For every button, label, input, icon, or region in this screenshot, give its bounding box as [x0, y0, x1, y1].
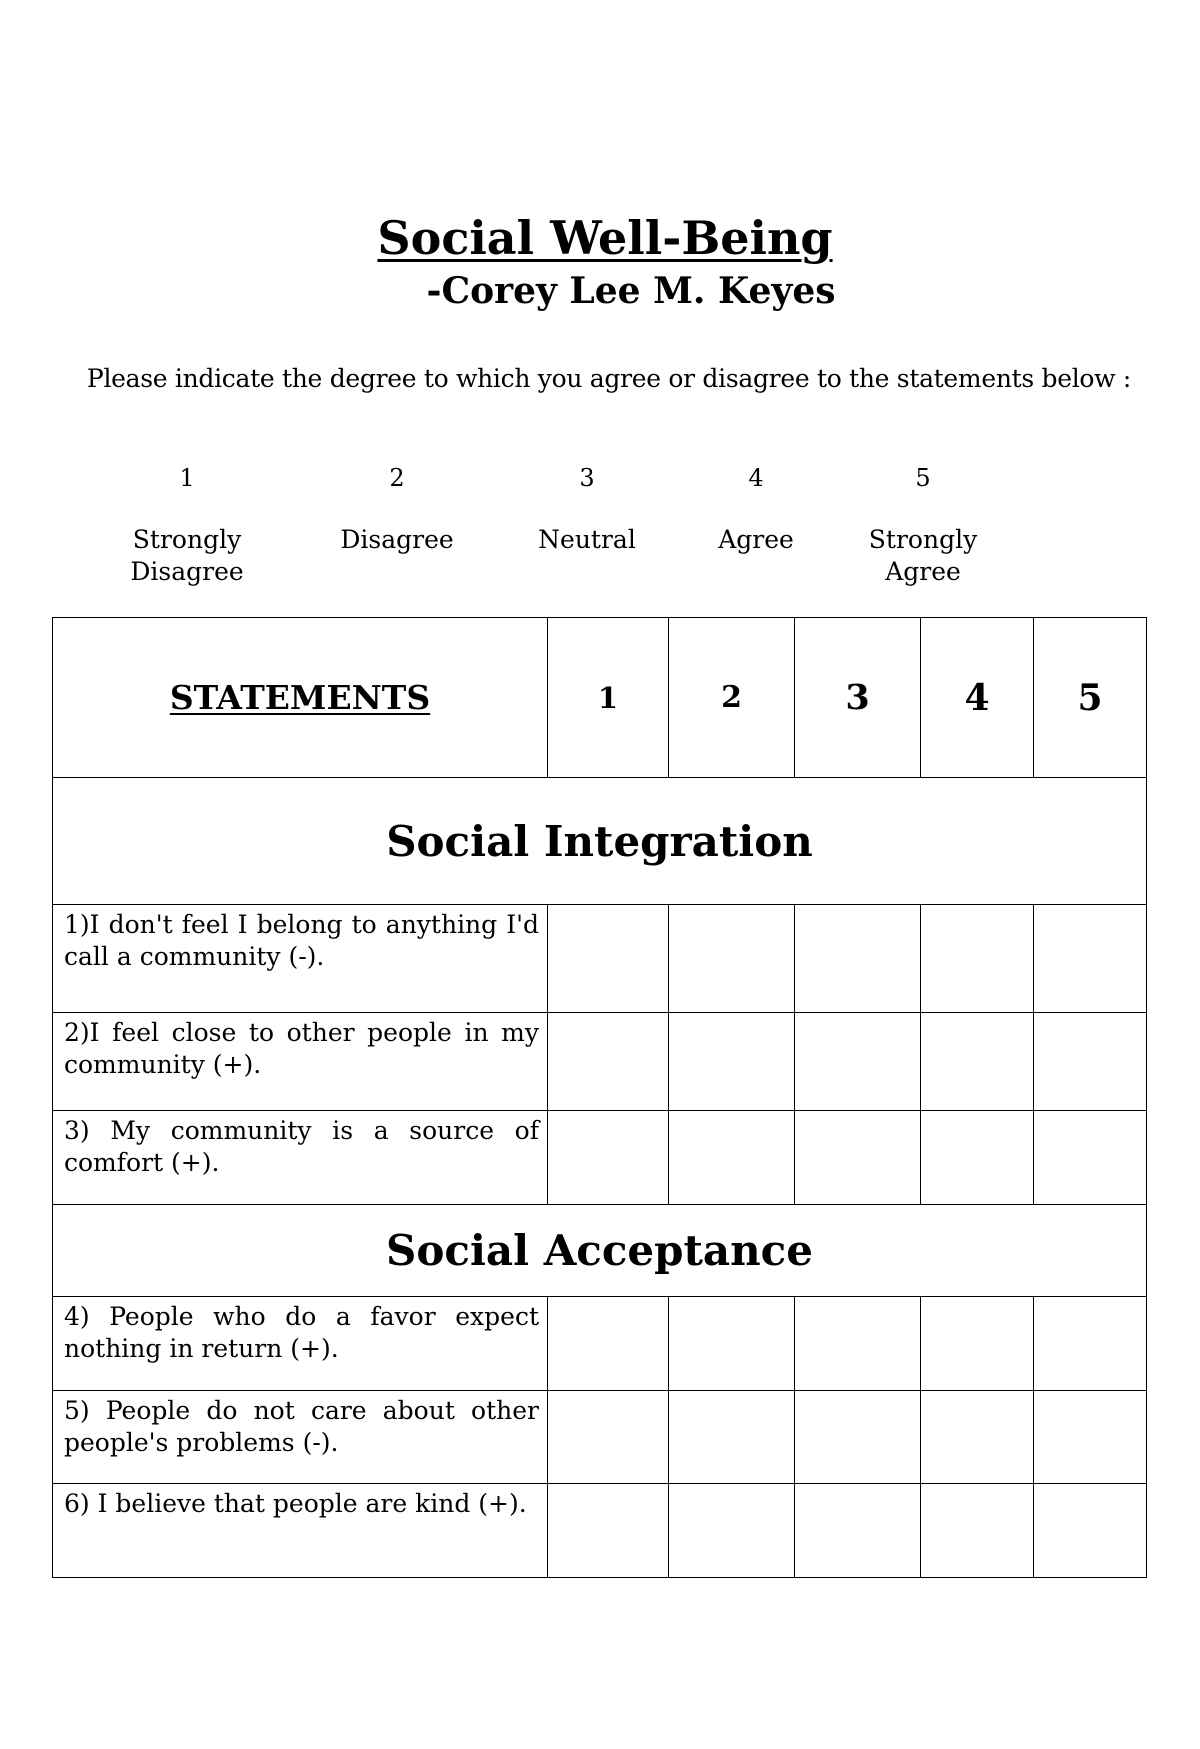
response-cell-3[interactable]: [795, 1013, 921, 1111]
scale-number: 2: [389, 464, 405, 492]
response-cell-1[interactable]: [548, 1013, 669, 1111]
statement-text: 2)I feel close to other people in my community (+).: [53, 1013, 548, 1111]
scale-label: Agree: [718, 525, 794, 554]
response-cell-2[interactable]: [669, 1297, 795, 1391]
rating-header-2: 2: [669, 618, 795, 778]
scale-number: 1: [179, 464, 195, 492]
response-cell-4[interactable]: [921, 1013, 1034, 1111]
scale-option-1: [130, 432, 243, 620]
response-cell-5[interactable]: [1034, 1111, 1147, 1205]
response-cell-2[interactable]: [669, 1484, 795, 1578]
response-cell-5[interactable]: [1034, 1484, 1147, 1578]
response-cell-4[interactable]: [921, 1111, 1034, 1205]
response-cell-4[interactable]: [921, 1297, 1034, 1391]
scale-option-5: [869, 432, 977, 620]
response-cell-2[interactable]: [669, 1013, 795, 1111]
scale-option-2: [340, 432, 453, 588]
response-cell-2[interactable]: [669, 1111, 795, 1205]
response-cell-1[interactable]: [548, 1484, 669, 1578]
statement-text: 3) My community is a source of comfort (+).: [53, 1111, 548, 1205]
response-cell-5[interactable]: [1034, 1297, 1147, 1391]
scale-label: Disagree: [340, 525, 454, 554]
response-cell-3[interactable]: [795, 1111, 921, 1205]
section-row: [53, 1205, 1147, 1297]
section-title: Social Acceptance: [53, 1205, 1147, 1297]
response-cell-4[interactable]: [921, 1484, 1034, 1578]
section-row: [53, 778, 1147, 905]
section-title: Social Integration: [53, 778, 1147, 905]
rating-header-4: 4: [921, 618, 1034, 778]
scale-number: 4: [748, 464, 764, 492]
statement-text: 5) People do not care about other people's problems (-).: [53, 1391, 548, 1484]
table-row: [53, 1391, 1147, 1484]
table-row: [53, 1013, 1147, 1111]
response-cell-1[interactable]: [548, 1297, 669, 1391]
survey-table: [52, 617, 1147, 1578]
table-row: [53, 905, 1147, 1013]
table-row: [53, 1297, 1147, 1391]
scale-option-3: [538, 432, 636, 588]
response-cell-1[interactable]: [548, 1391, 669, 1484]
scale-label: Neutral: [538, 525, 636, 554]
rating-header-1: 1: [548, 618, 669, 778]
statement-text: 6) I believe that people are kind (+).: [53, 1484, 548, 1578]
response-cell-3[interactable]: [795, 1297, 921, 1391]
scale-label: Strongly Agree: [868, 525, 978, 586]
table-row: [53, 1111, 1147, 1205]
response-cell-5[interactable]: [1034, 1013, 1147, 1111]
statements-header: STATEMENTS: [53, 618, 548, 778]
statement-text: 4) People who do a favor expect nothing in return (+).: [53, 1297, 548, 1391]
rating-header-3: 3: [795, 618, 921, 778]
response-cell-5[interactable]: [1034, 905, 1147, 1013]
response-cell-2[interactable]: [669, 905, 795, 1013]
response-cell-2[interactable]: [669, 1391, 795, 1484]
table-row: [53, 1484, 1147, 1578]
scale-number: 3: [579, 464, 595, 492]
response-cell-1[interactable]: [548, 905, 669, 1013]
scale-number: 5: [915, 464, 931, 492]
response-cell-4[interactable]: [921, 1391, 1034, 1484]
table-header-row: [53, 618, 1147, 778]
statement-text: 1)I don't feel I belong to anything I'd call a community (-).: [53, 905, 548, 1013]
response-cell-3[interactable]: [795, 905, 921, 1013]
rating-header-5: 5: [1034, 618, 1147, 778]
scale-option-4: [718, 432, 794, 588]
response-cell-5[interactable]: [1034, 1391, 1147, 1484]
response-cell-4[interactable]: [921, 905, 1034, 1013]
response-cell-3[interactable]: [795, 1484, 921, 1578]
form-author: -Corey Lee M. Keyes: [426, 270, 836, 312]
response-cell-3[interactable]: [795, 1391, 921, 1484]
scale-label: Strongly Disagree: [130, 525, 244, 586]
response-cell-1[interactable]: [548, 1111, 669, 1205]
form-title: Social Well-Being: [377, 211, 833, 265]
instructions-text: Please indicate the degree to which you agree or disagree to the statements below :: [86, 364, 1132, 393]
